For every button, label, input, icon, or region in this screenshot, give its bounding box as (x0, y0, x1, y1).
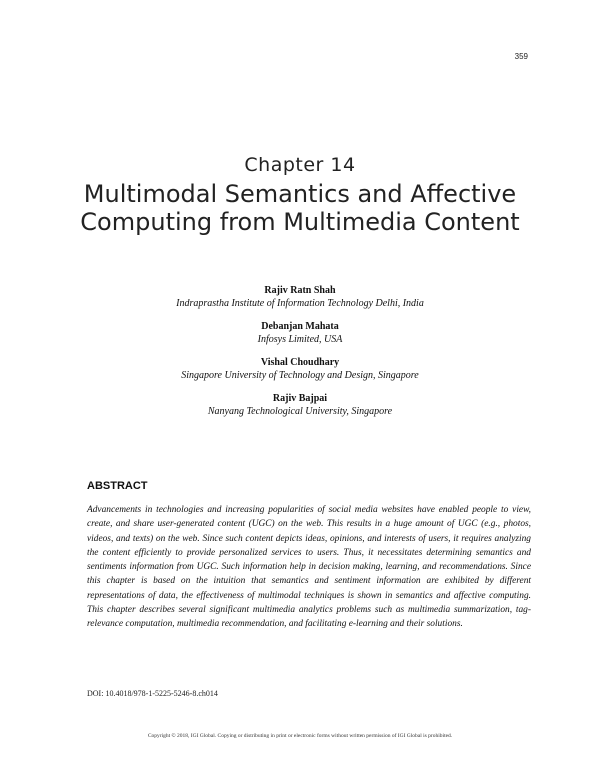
author-block (60, 356, 540, 382)
author-list (60, 284, 540, 428)
author-name: Vishal Choudhary (260, 357, 340, 368)
author-affiliation: Indraprastha Institute of Information Technology Delhi, India (176, 298, 424, 309)
abstract-heading: ABSTRACT (87, 480, 148, 492)
author-affiliation: Singapore University of Technology and Design, Singapore (181, 370, 419, 381)
author-name: Rajiv Ratn Shah (264, 285, 336, 296)
page-number: 359 (514, 52, 528, 61)
doi: DOI: 10.4018/978-1-5225-5246-8.ch014 (87, 689, 218, 698)
chapter-label: Chapter 14 (244, 154, 356, 176)
author-name: Rajiv Bajpai (272, 393, 328, 404)
copyright-notice: Copyright © 2018, IGI Global. Copying or distributing in print or electronic forms without written permission of IGI Global is prohibited. (147, 733, 453, 739)
chapter-title: Multimodal Semantics and Affective Computing from Multimedia Content (80, 180, 520, 236)
author-block (60, 392, 540, 418)
abstract-text: Advancements in technologies and increasing popularities of social media websites have enabled people to view, create, and share user-generated content (UGC) on the web. This results in a huge amount of UGC (e.g., photos, videos, and texts) on the web. Since such content depicts ideas, opinions, and interests of users, it requires analyzing the content efficiently to provide personalized services to users. Thus, it necessitates determining semantics and sentiments information from UGC. Such information help in decision making, learning, and recommendations. Since this chapter is based on the intuition that semantics and sentiment information are exhibited by different representations of data, the effectiveness of multimodal techniques is shown in semantics and affective computing. This chapter describes several significant multimedia analytics problems such as multimedia summarization, tag-relevance computation, multimedia recommendation, and facilitating e-learning and their solutions. (87, 505, 531, 630)
author-block (60, 320, 540, 346)
author-affiliation: Nanyang Technological University, Singapore (207, 406, 393, 417)
author-affiliation: Infosys Limited, USA (257, 334, 343, 345)
author-name: Debanjan Mahata (261, 321, 339, 332)
author-block (60, 284, 540, 310)
